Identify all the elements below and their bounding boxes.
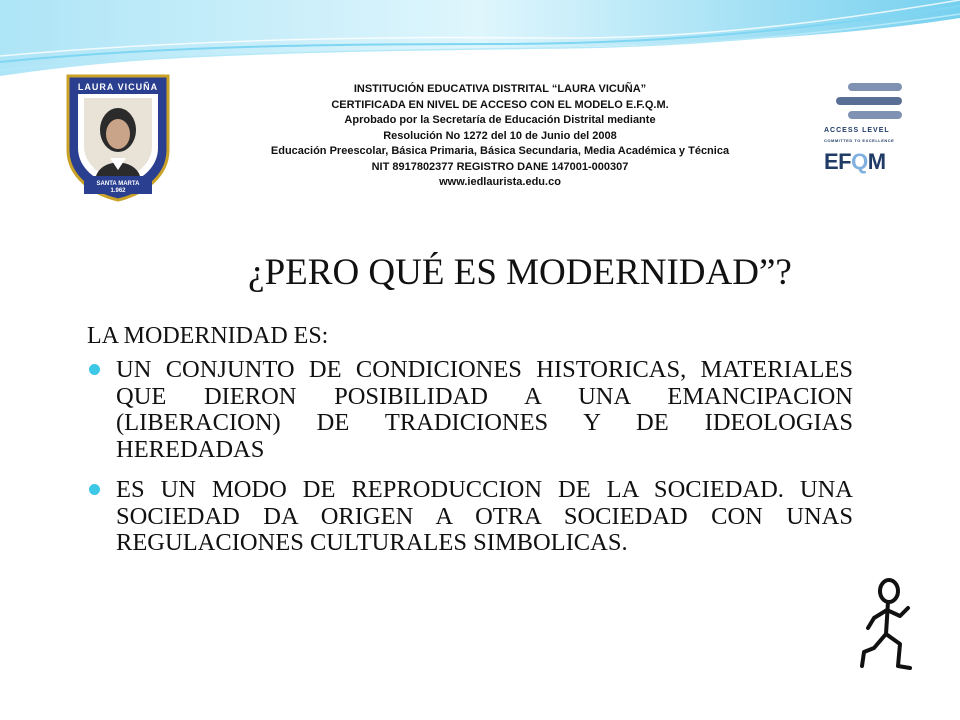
- efqm-committed-text: COMMITTED TO EXCELLENCE: [824, 138, 895, 143]
- slide-body: [87, 320, 853, 571]
- lead-text: LA MODERNIDAD ES:: [87, 323, 329, 349]
- slide-title: ¿PERO QUÉ ES MODERNIDAD”?: [248, 252, 792, 293]
- bullet-text: UN CONJUNTO DE CONDICIONES HISTORICAS, MATERIALES QUE DIERON POSIBILIDAD A UNA EMANCIPACION (LIBERACION) DE TRADICIONES Y DE IDEOLOGIAS HEREDADAS: [116, 356, 853, 463]
- bullet-dot-icon: [89, 484, 100, 495]
- website-line: www.iedlaurista.edu.co: [439, 176, 561, 188]
- crest-name-label: LAURA VICUÑA: [77, 82, 159, 92]
- resolution-line: Resolución No 1272 del 10 de Junio del 2008: [383, 129, 617, 142]
- efqm-ef: EF: [824, 149, 852, 174]
- approval-line: Aprobado por la Secretaría de Educación Distrital mediante: [344, 114, 656, 126]
- bullet-text: ES UN MODO DE REPRODUCCION DE LA SOCIEDAD. UNA SOCIEDAD DA ORIGEN A OTRA SOCIEDAD CON UNAS REGULACIONES CULTURALES SIMBOLICAS.: [116, 476, 853, 556]
- crest-city-label: [62, 181, 174, 195]
- crest-year-text: 1.962: [110, 188, 126, 194]
- institution-name: INSTITUCIÓN EDUCATIVA DISTRITAL “LAURA VICUÑA”: [353, 83, 647, 95]
- efqm-wordmark: [824, 149, 886, 175]
- header-wave-decoration: [0, 0, 960, 80]
- school-crest-logo: [62, 72, 174, 204]
- education-levels-line: Educación Preescolar, Básica Primaria, Básica Secundaria, Media Académica y Técnica: [270, 145, 730, 157]
- efqm-access-text: ACCESS LEVEL: [824, 127, 890, 134]
- bullet-item: [87, 477, 853, 557]
- efqm-access-level-logo: [818, 77, 908, 205]
- efqm-q: Q: [851, 149, 868, 174]
- efqm-bars-icon: [818, 77, 908, 127]
- bullet-dot-icon: [89, 364, 100, 375]
- bullet-item: [87, 357, 853, 463]
- efqm-m: M: [867, 149, 886, 174]
- crest-city-text: SANTA MARTA: [96, 181, 140, 187]
- walking-stick-figure-icon: [856, 578, 918, 674]
- institution-header: [190, 82, 810, 191]
- certification-line: CERTIFICADA EN NIVEL DE ACCESO CON EL MODELO E.F.Q.M.: [331, 98, 669, 111]
- nit-registry-line: NIT 8917802377 REGISTRO DANE 147001-000307: [371, 160, 629, 173]
